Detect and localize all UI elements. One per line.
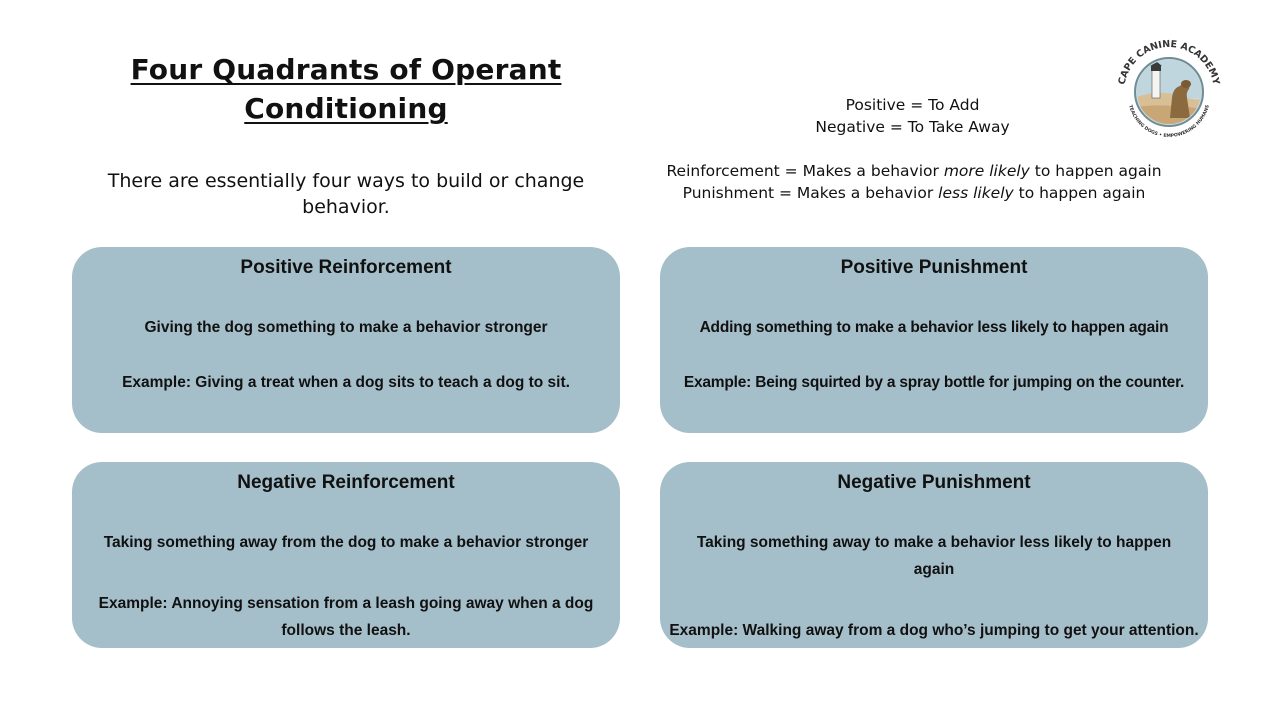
negative-reinforcement-card [72,462,620,648]
logo-name: CAPE CANINE ACADEMY [1116,38,1222,86]
card-title: Positive Reinforcement [240,257,452,278]
positive-reinforcement-card [72,247,620,433]
reinforcement-emphasis: more likely [943,162,1030,180]
punishment-prefix: Punishment = Makes a behavior [682,184,939,202]
card-definition: Adding something to make a behavior less likely to happen again [699,319,1169,336]
card-title: Negative Punishment [837,472,1031,493]
reinforcement-definition [640,160,1188,182]
card-example: Example: Being squirted by a spray bottle for jumping on the counter. [683,374,1185,391]
positive-punishment-card [660,247,1208,433]
cape-canine-academy-logo [1110,30,1228,148]
reinforcement-prefix: Reinforcement = Makes a behavior [666,162,944,180]
card-example: Example: Annoying sensation from a leash going away when a dog follows the leash. [98,595,594,639]
punishment-suffix: to happen again [1013,184,1146,202]
page-title: Four Quadrants of Operant Conditioning [130,53,562,125]
card-definition: Taking something away to make a behavior less likely to happen again [696,534,1172,578]
punishment-emphasis: less likely [938,184,1014,202]
logo-tagline: TEACHING DOGS • EMPOWERING HUMANS [1127,104,1211,139]
card-definition: Taking something away from the dog to make a behavior stronger [103,534,589,551]
negative-punishment-card [660,462,1208,648]
term-definitions [740,94,1085,138]
intro-text: There are essentially four ways to build or change behavior. [107,170,585,218]
negative-definition: Negative = To Take Away [815,118,1010,136]
card-example: Example: Giving a treat when a dog sits to teach a dog to sit. [122,374,570,391]
positive-definition: Positive = To Add [845,96,980,114]
card-title: Positive Punishment [840,257,1028,278]
card-definition: Giving the dog something to make a behavior stronger [144,319,548,336]
outcome-definitions [640,160,1188,204]
punishment-definition [640,182,1188,204]
card-title: Negative Reinforcement [237,472,455,493]
reinforcement-suffix: to happen again [1029,162,1162,180]
card-example: Example: Walking away from a dog who’s jumping to get your attention. [669,622,1199,639]
